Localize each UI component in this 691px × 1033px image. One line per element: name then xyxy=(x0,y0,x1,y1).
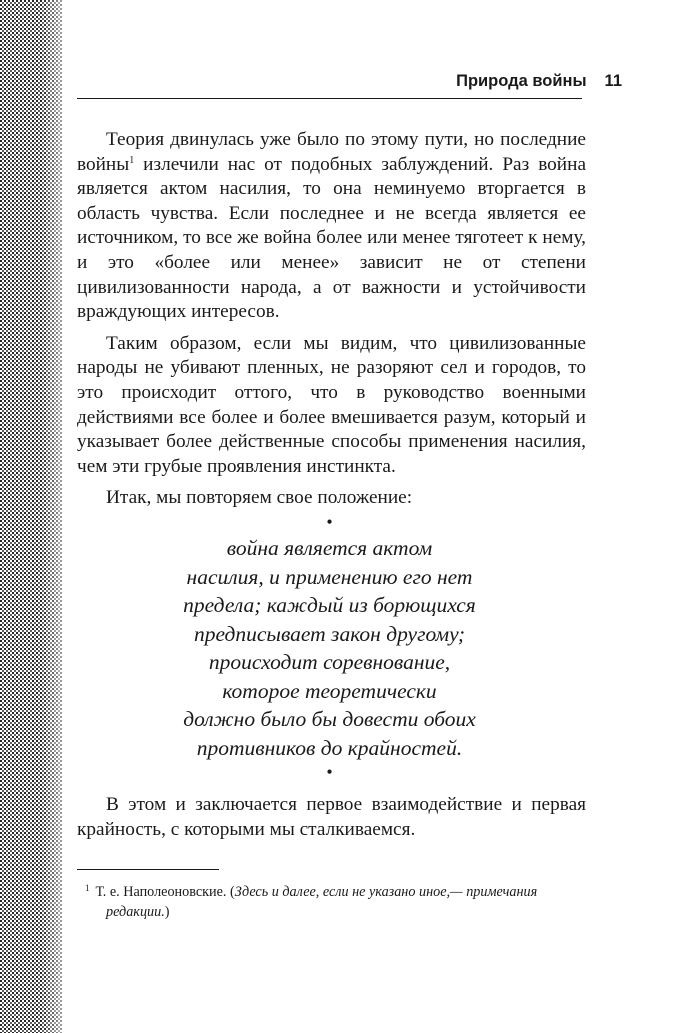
footnote xyxy=(77,879,586,922)
quote-bullet-bottom: • xyxy=(326,762,333,782)
quote-line: происходит соревнование, xyxy=(208,650,451,674)
paragraph-3: Итак, мы повторяем свое положение: xyxy=(106,487,413,509)
quote-line: война является актом xyxy=(226,536,433,560)
page-number: 11 xyxy=(604,72,622,90)
quote-line: которое теоретически xyxy=(222,678,437,703)
footnote-italic-a: Здесь и далее, если не указано иное,— примечания xyxy=(234,884,538,900)
footnote-close: ) xyxy=(164,903,170,920)
chapter-title: Природа войны xyxy=(456,72,587,90)
paragraph-1-rest: излечили нас от подобных заблуждений. Раз война является актом насилия, то она неминуемо вторгается в область чувства. Если последнее и не всегда является ее источником, то все же война более или менее тяготеет к нему, и это «более или менее» зависит не от степени цивилизованности народа, а от важности и устойчивости враждующих интересов. xyxy=(77,153,586,323)
quote-line: насилия, и применению его нет xyxy=(186,564,473,589)
footnote-text: Т. е. Наполеоновские. ( xyxy=(95,884,235,900)
pull-quote xyxy=(77,514,582,780)
footnote-reference: 1 xyxy=(129,154,135,166)
quote-line: должно было бы довести обоих xyxy=(183,707,476,731)
body-text xyxy=(77,128,586,518)
paragraph-2: Таким образом, если мы видим, что цивилизованные народы не убивают пленных, не разоряют сел и городов, то это происходит оттого, что в руководство военными действиями все более и более вмешивается разум, который и указывает более действенные способы применения насилия, чем эти грубые проявления инстинкта. xyxy=(77,332,586,477)
quote-line: противников до крайностей. xyxy=(196,735,463,760)
running-header xyxy=(77,72,622,96)
paragraph-4: В этом и заключается первое взаимодействие и первая крайность, с которыми мы сталкиваемся. xyxy=(77,794,586,840)
paragraph-1-start: Теория двинулась уже было по этому пути, но последние войны xyxy=(77,129,586,175)
header-rule xyxy=(77,98,582,99)
halftone-edge-pattern xyxy=(0,0,62,1033)
footnote-italic-b: редакции. xyxy=(106,903,165,920)
body-text-after-quote xyxy=(77,793,586,849)
quote-bullet-top: • xyxy=(326,512,333,532)
footnote-marker: 1 xyxy=(85,883,90,893)
quote-line: предела; каждый из борющихся xyxy=(183,593,476,617)
footnote-continuation xyxy=(77,903,586,923)
paragraph-1 xyxy=(77,128,586,325)
footnote-rule xyxy=(77,869,219,870)
quote-line: предписывает закон другому; xyxy=(193,621,466,646)
